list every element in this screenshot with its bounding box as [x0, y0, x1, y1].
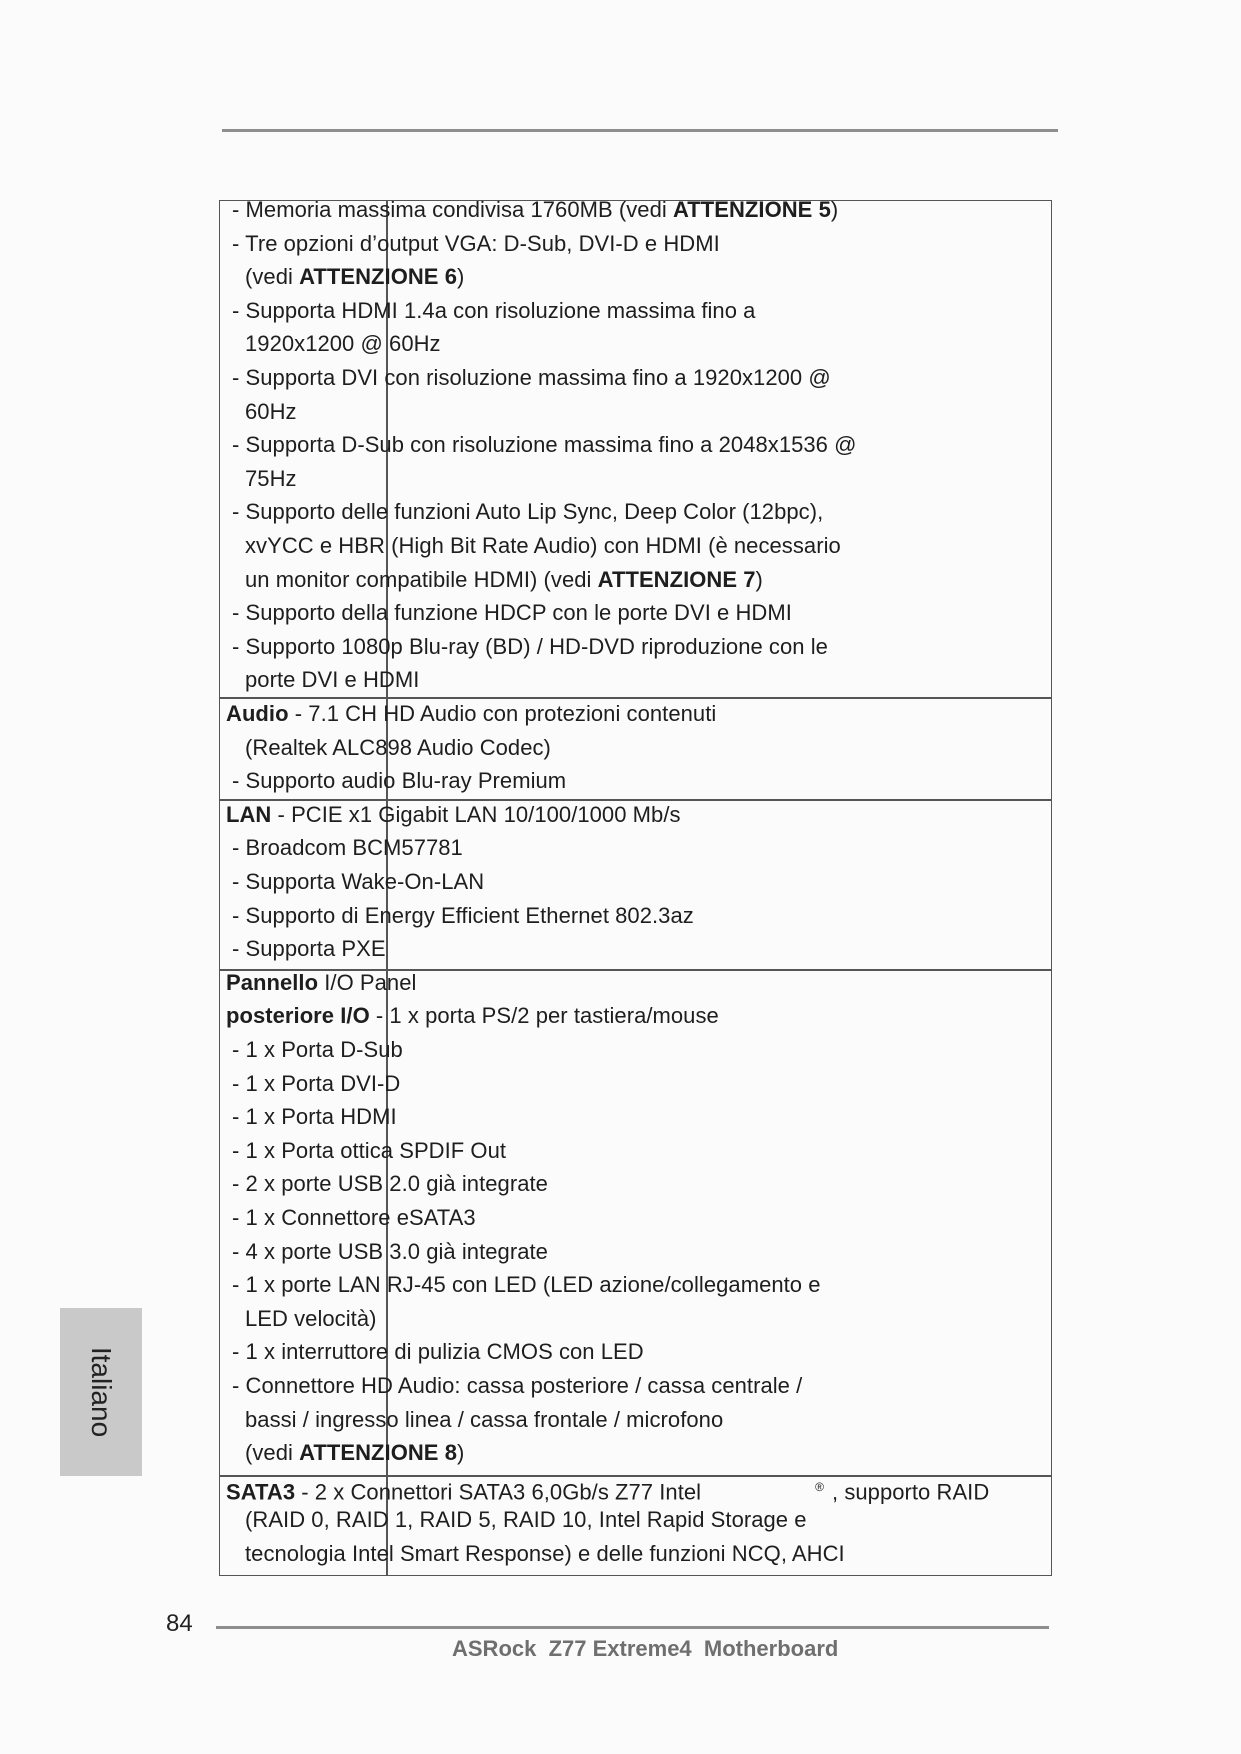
registered-mark: ® — [815, 1479, 824, 1494]
row-separator-lan — [219, 799, 1052, 801]
line-text: - Connettore HD Audio: cassa posteriore / cassa centrale / — [232, 1373, 803, 1398]
spec-line — [245, 331, 441, 357]
line-text: (Realtek ALC898 Audio Codec) — [245, 734, 551, 760]
spec-line — [232, 1339, 644, 1365]
line-text: - 1 x porte LAN RJ-45 con LED (LED azione/collegamento e — [232, 1272, 821, 1298]
footer-title: ASRock Z77 Extreme4 Motherboard — [452, 1636, 839, 1661]
line-text: - Supporta D-Sub con risoluzione massima fino a 2048x1536 @ — [232, 432, 857, 458]
spec-line — [245, 1507, 807, 1533]
line-text: - Supporto della funzione HDCP con le porte DVI e HDMI — [232, 600, 792, 626]
spec-line — [232, 1205, 476, 1231]
line-text: - Tre opzioni d’output VGA: D-Sub, DVI-D e HDMI — [232, 230, 720, 256]
spec-line — [232, 365, 831, 391]
line-text: xvYCC e HBR (High Bit Rate Audio) con HDMI (è necessario — [245, 533, 841, 558]
spec-line — [245, 1306, 376, 1332]
line-text-post: - PCIE x1 Gigabit LAN 10/100/1000 Mb/s — [271, 801, 681, 827]
line-text-post: ) — [830, 197, 839, 222]
spec-line — [232, 1239, 548, 1265]
row-separator-audio — [219, 697, 1052, 699]
top-rule — [222, 129, 1058, 132]
line-text: 75Hz — [245, 465, 297, 491]
spec-line — [232, 903, 694, 929]
spec-line — [232, 600, 792, 626]
line-bold: ATTENZIONE 5 — [672, 197, 831, 222]
bottom-rule — [216, 1626, 1049, 1629]
spec-line — [226, 1003, 719, 1029]
spec-line — [245, 1407, 723, 1433]
line-text-post: - 2 x Connettori SATA3 6,0Gb/s Z77 Intel — [295, 1479, 702, 1505]
line-text: - Supporto audio Blu-ray Premium — [232, 768, 567, 794]
spec-line — [232, 1138, 506, 1164]
spec-line — [232, 499, 823, 525]
line-text: tecnologia Intel Smart Response) e delle funzioni NCQ, AHCI — [245, 1541, 845, 1566]
spec-line — [226, 970, 416, 996]
spec-line — [245, 1440, 464, 1466]
line-bold: ATTENZIONE 8 — [299, 1440, 457, 1466]
line-bold: SATA3 — [226, 1479, 296, 1505]
spec-line — [232, 1373, 802, 1399]
line-text: (RAID 0, RAID 1, RAID 5, RAID 10, Intel Rapid Storage e — [245, 1507, 807, 1533]
spec-line — [232, 1104, 397, 1130]
line-text: - Supporta PXE — [232, 936, 386, 962]
spec-line — [245, 735, 551, 761]
line-text-post: - 7.1 CH HD Audio con protezioni contenuti — [288, 701, 717, 726]
spec-line — [245, 567, 763, 593]
line-text-post: - 1 x porta PS/2 per tastiera/mouse — [369, 1003, 719, 1029]
line-bold: ATTENZIONE 6 — [299, 264, 457, 290]
spec-line — [232, 1071, 400, 1097]
line-text: - 1 x Porta DVI-D — [232, 1070, 401, 1096]
line-bold: Pannello — [226, 969, 319, 995]
spec-line — [232, 835, 463, 861]
line-bold: ATTENZIONE 7 — [597, 566, 756, 592]
line-text: - Memoria massima condivisa 1760MB (vedi — [232, 197, 673, 222]
page-number: 84 — [166, 1610, 193, 1637]
spec-line — [245, 1541, 845, 1567]
line-text: - Supporto 1080p Blu-ray (BD) / HD-DVD riproduzione con le — [232, 633, 828, 659]
line-text: LED velocità) — [245, 1305, 377, 1331]
line-text-post: ) — [456, 1440, 465, 1466]
line-text: - Supporta Wake-On-LAN — [232, 869, 485, 894]
spec-line — [226, 802, 681, 828]
line-text: un monitor compatibile HDMI) (vedi — [245, 566, 598, 592]
line-text: - Supporta DVI con risoluzione massima fino a 1920x1200 @ — [232, 365, 831, 390]
line-text: 60Hz — [245, 398, 297, 424]
line-bold: Audio — [226, 701, 289, 726]
line-text-post: ) — [456, 264, 465, 290]
line-text: (vedi — [245, 1440, 300, 1466]
spec-line — [232, 1171, 548, 1197]
spec-line — [232, 197, 838, 223]
line-text-post: I/O Panel — [318, 969, 417, 995]
line-text: - Supporto delle funzioni Auto Lip Sync, Deep Color (12bpc), — [232, 499, 824, 525]
spec-line — [232, 869, 484, 895]
spec-line — [232, 298, 755, 324]
line-text: - Broadcom BCM57781 — [232, 835, 463, 861]
spec-line — [245, 399, 297, 425]
spec-line — [232, 634, 828, 660]
line-text: - 1 x Porta HDMI — [232, 1104, 397, 1130]
spec-line — [232, 432, 857, 458]
spec-line — [232, 936, 386, 962]
line-text: - 1 x Porta D-Sub — [232, 1037, 403, 1062]
line-text: - Supporto di Energy Efficient Ethernet 802.3az — [232, 902, 694, 928]
line-text: bassi / ingresso linea / cassa frontale / microfono — [245, 1406, 724, 1432]
line-text: 1920x1200 @ 60Hz — [245, 331, 441, 357]
line-text: - 1 x Porta ottica SPDIF Out — [232, 1137, 507, 1163]
language-label: Italiano — [86, 1346, 117, 1438]
line-text-post: ) — [755, 566, 763, 592]
line-text: - 1 x interruttore di pulizia CMOS con LED — [232, 1339, 644, 1365]
line-text: - 4 x porte USB 3.0 già integrate — [232, 1238, 548, 1264]
spec-line — [245, 533, 841, 559]
spec-line — [232, 1037, 403, 1063]
spec-line — [232, 1272, 821, 1298]
spec-line — [232, 768, 566, 794]
spec-line — [226, 701, 716, 727]
line-bold: LAN — [226, 801, 272, 827]
line-bold: posteriore I/O — [226, 1003, 370, 1029]
line-text: porte DVI e HDMI — [245, 667, 420, 693]
spec-line — [245, 466, 297, 492]
line-text: - 1 x Connettore eSATA3 — [232, 1205, 476, 1230]
spec-line — [226, 1474, 989, 1505]
spec-line — [232, 231, 720, 257]
spec-line — [245, 264, 464, 290]
line-text: - Supporta HDMI 1.4a con risoluzione massima fino a — [232, 297, 756, 323]
line-text: (vedi — [245, 264, 300, 290]
line-text-tail: , supporto RAID — [832, 1479, 990, 1505]
line-text: - 2 x porte USB 2.0 già integrate — [232, 1171, 548, 1197]
spec-line — [245, 667, 419, 693]
